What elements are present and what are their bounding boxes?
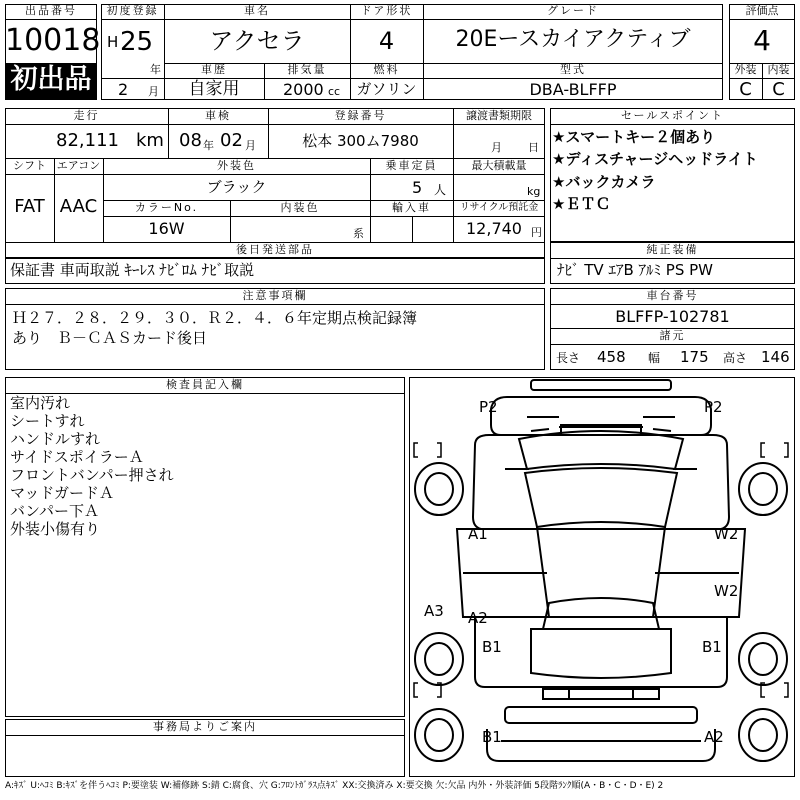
- inspector-line: フロントバンパー押され: [10, 466, 174, 484]
- capacity: 5: [412, 178, 423, 197]
- doors-label: ドア形状: [360, 4, 413, 17]
- sales-points-label: セールスポイント: [620, 109, 724, 122]
- damage-mark-w2-lower: W2: [714, 582, 739, 600]
- inspector-line: バンパー下Ａ: [10, 502, 99, 520]
- interior-color-label: 内装色: [280, 201, 320, 214]
- capacity-label: 乗車定員: [385, 159, 438, 172]
- plate-label: 登録番号: [334, 109, 387, 122]
- height-label: 高さ: [723, 351, 748, 365]
- exterior-grade: C: [739, 79, 752, 100]
- displacement-label: 排気量: [287, 63, 327, 76]
- inspector-line: サイドスポイラーＡ: [10, 448, 144, 466]
- later-items-label: 後日発送部品: [236, 243, 314, 256]
- damage-mark-p2-left: P2: [479, 398, 498, 416]
- color-no: 16W: [148, 219, 185, 238]
- inspection-year: 08: [179, 130, 202, 151]
- inspection-year-unit: 年: [203, 139, 214, 152]
- damage-mark-b1-right: B1: [702, 638, 722, 656]
- max-load-unit: kg: [527, 185, 541, 198]
- year-unit: 年: [150, 63, 161, 76]
- plate: 松本 300ム7980: [302, 132, 419, 150]
- shift-label: シフト: [13, 159, 46, 172]
- inspection-month: 02: [220, 130, 243, 151]
- notes-label: 注意事項欄: [242, 289, 308, 302]
- chassis-number: BLFFP-102781: [615, 307, 730, 326]
- inspector-label: 検査員記入欄: [166, 378, 244, 391]
- inspector-line: シートすれ: [10, 412, 85, 430]
- office-label: 事務局よりご案内: [153, 720, 257, 733]
- mileage-label: 走行: [73, 109, 100, 122]
- height: 146: [761, 348, 790, 366]
- displacement: 2000: [283, 80, 324, 99]
- lot-number: 10018: [5, 23, 101, 58]
- recycle-unit: 円: [531, 226, 542, 239]
- inspection-label: 車検: [205, 109, 231, 122]
- aircon-label: エアコン: [56, 159, 101, 172]
- damage-mark-p2-right: P2: [704, 398, 723, 416]
- inspector-line: マッドガードＡ: [10, 484, 114, 502]
- model-code: DBA-BLFFP: [529, 80, 617, 99]
- reg-year: 25: [120, 27, 154, 57]
- width: 175: [680, 348, 709, 366]
- color-no-label: カラーNo.: [134, 201, 199, 214]
- grade: 20Eースカイアクティブ: [455, 27, 691, 52]
- era: H: [107, 33, 119, 51]
- dimensions-label: 諸元: [659, 329, 686, 342]
- interior-grade-label: 内装: [767, 63, 790, 76]
- fuel-label: 燃料: [373, 63, 400, 76]
- legend: A:ｷｽﾞ U:ﾍｺﾐ B:ｷｽﾞを伴うﾍｺﾐ P:要塗装 W:補修跡 S:錆 C:腐食、穴 G:ﾌﾛﾝﾄｶﾞﾗｽ点ｷｽﾞ XX:交換済み X:要交換 欠:欠品 内外・外装評価 5段階ﾗﾝｸ順(A・B・C・D・E) 2: [5, 781, 664, 791]
- exterior-grade-label: 外装: [734, 63, 757, 76]
- lot-number-label: 出品番号: [25, 4, 77, 17]
- damage-mark-b1-bottom: B1: [482, 728, 502, 746]
- length-label: 長さ: [556, 351, 581, 365]
- model-code-label: 型式: [560, 63, 586, 76]
- max-load-label: 最大積載量: [471, 159, 527, 172]
- first-listing-text: 初出品: [10, 64, 92, 95]
- equipment-label: 純正装備: [646, 243, 699, 256]
- recycle-label: リサイクル預託金: [459, 202, 539, 213]
- transfer-deadline-label: 譲渡書類期限: [466, 109, 532, 122]
- inspector-line: 外装小傷有り: [10, 520, 101, 538]
- score: 4: [753, 24, 771, 57]
- doors: 4: [378, 27, 395, 55]
- history-label: 車歴: [201, 63, 227, 76]
- car-name: アクセラ: [209, 27, 305, 55]
- displacement-unit: cc: [328, 85, 341, 98]
- history: 自家用: [188, 79, 240, 99]
- notes-line: あり Ｂ－ＣＡＳカード後日: [12, 329, 208, 347]
- import-label: 輸入車: [392, 201, 431, 214]
- width-label: 幅: [648, 351, 661, 365]
- sales-point-item: ★ディスチャージヘッドライト: [552, 150, 758, 168]
- later-items: 保証書 車両取説 ｷｰﾚｽ ﾅﾋﾞﾛﾑ ﾅﾋﾞ取説: [10, 261, 255, 279]
- equipment: ﾅﾋﾞ TV ｴｱB ｱﾙﾐ PS PW: [557, 261, 713, 279]
- damage-mark-w2-upper: W2: [714, 525, 739, 543]
- mileage: 82,111: [56, 130, 119, 151]
- recycle: 12,740: [466, 219, 522, 238]
- transfer-day-unit: 日: [528, 141, 539, 154]
- sales-point-item: ★ＥＴＣ: [552, 195, 611, 213]
- damage-mark-a1: A1: [468, 525, 488, 543]
- exterior-color-label: 外装色: [217, 159, 256, 172]
- interior-color-unit: 系: [353, 227, 364, 240]
- interior-grade: C: [772, 79, 785, 100]
- score-label: 評価点: [745, 4, 779, 17]
- exterior-color: ブラック: [206, 178, 267, 196]
- damage-mark-a2-bottom: A2: [704, 728, 724, 746]
- damage-mark-a2: A2: [468, 609, 488, 627]
- car-diagram: [409, 377, 795, 777]
- inspection-month-unit: 月: [245, 139, 256, 152]
- reg-month: 2: [118, 80, 129, 99]
- inspector-line: 室内汚れ: [10, 394, 71, 412]
- first-reg-label: 初度登録: [106, 4, 159, 17]
- capacity-unit: 人: [434, 183, 447, 197]
- fuel: ガソリン: [356, 80, 417, 98]
- shift: FAT: [14, 196, 45, 217]
- transfer-month-unit: 月: [491, 141, 502, 154]
- chassis-label: 車台番号: [646, 289, 699, 302]
- month-unit: 月: [148, 85, 159, 98]
- mileage-unit: km: [136, 130, 164, 151]
- car-name-label: 車名: [244, 4, 270, 17]
- sales-point-item: ★スマートキー２個あり: [552, 128, 716, 146]
- grade-label: グレード: [547, 4, 599, 17]
- damage-mark-a3: A3: [424, 602, 444, 620]
- notes-line: Ｈ２７．２８．２９．３０．Ｒ２．４．６年定期点検記録簿: [12, 309, 418, 327]
- damage-mark-b1-left: B1: [482, 638, 502, 656]
- aircon: AAC: [59, 196, 98, 217]
- inspector-line: ハンドルすれ: [10, 430, 101, 448]
- length: 458: [597, 348, 626, 366]
- sales-point-item: ★バックカメラ: [552, 173, 656, 191]
